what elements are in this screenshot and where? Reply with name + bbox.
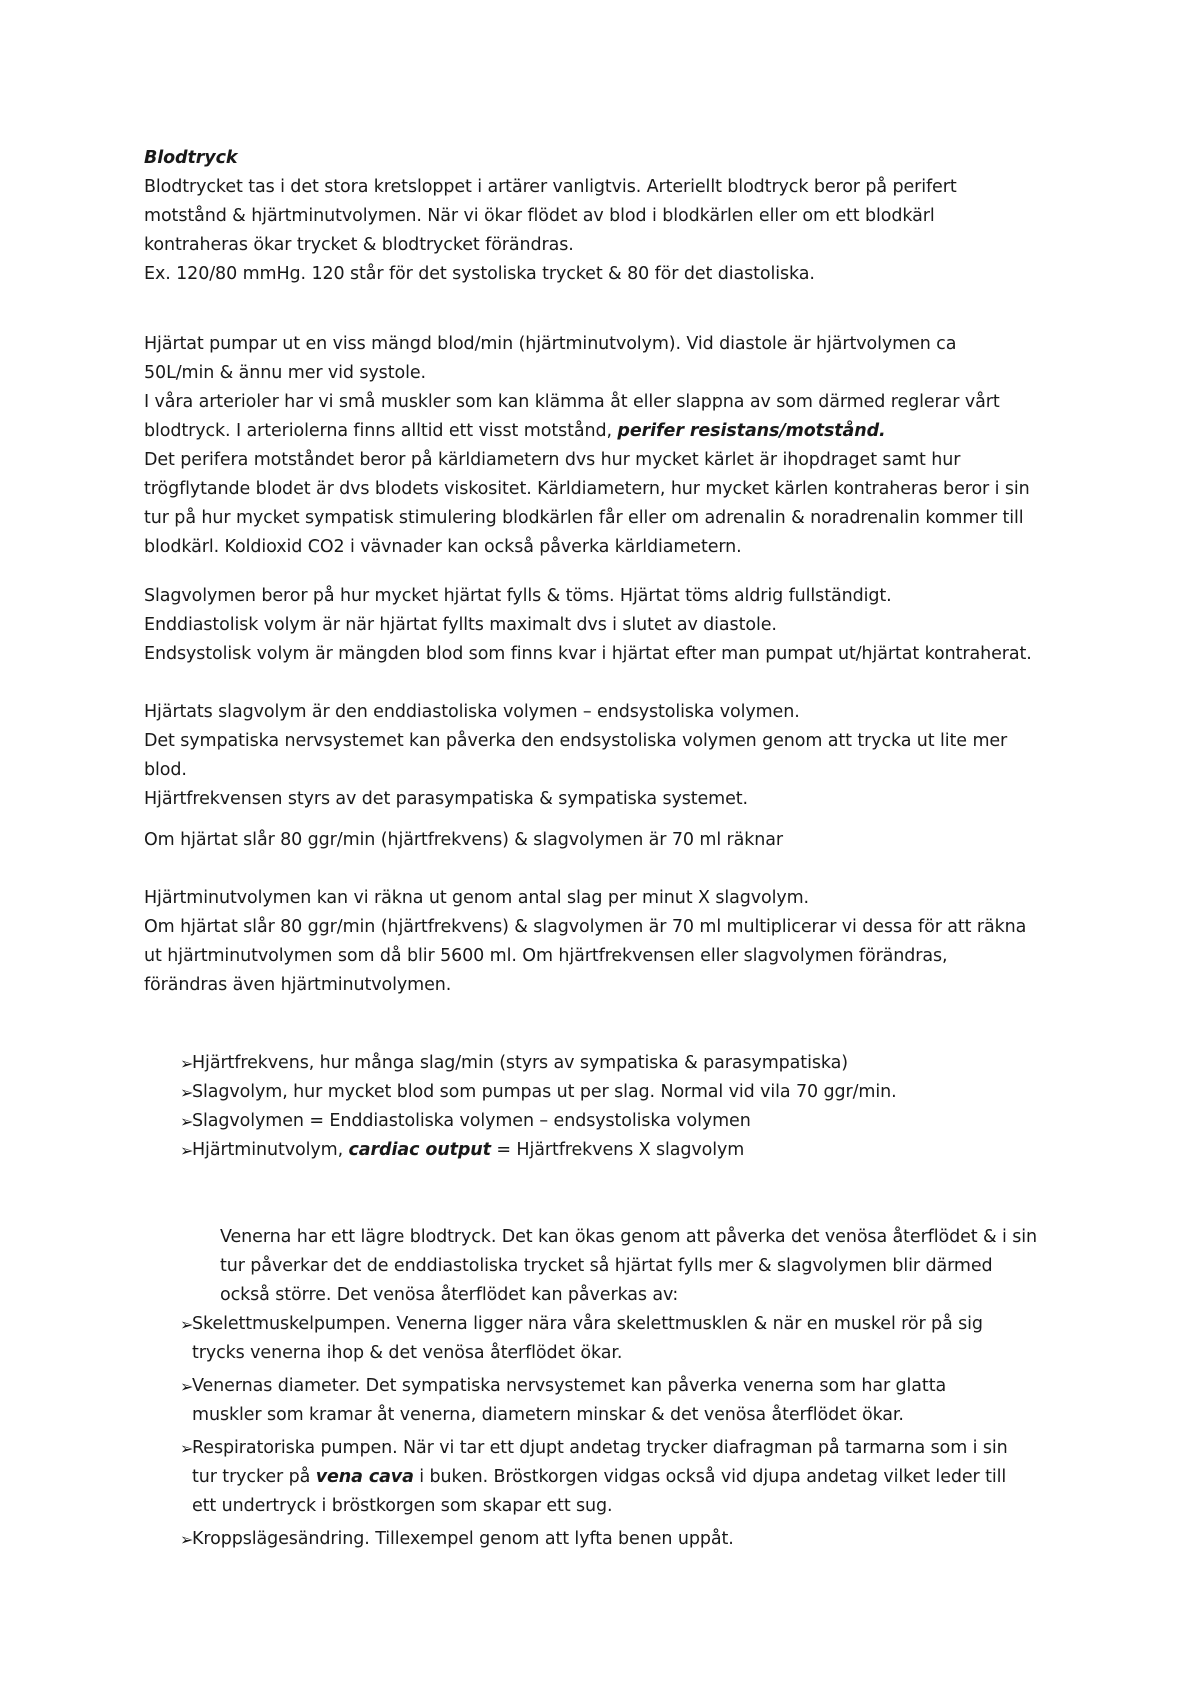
arrow-bullet-icon: ➢ — [180, 1141, 194, 1160]
list-item-text: Hjärtfrekvens, hur många slag/min (styrs av sympatiska & parasympatiska) — [192, 1053, 848, 1073]
text-line: Om hjärtat slår 80 ggr/min (hjärtfrekvens) & slagvolymen är 70 ml multiplicerar vi dessa för att räkna — [144, 917, 1027, 937]
term-peripheral-resistance: perifer resistans/motstånd. — [617, 421, 886, 441]
list-item-text: ett undertryck i bröstkorgen som skapar ett sug. — [192, 1496, 613, 1516]
list-item — [144, 1310, 1074, 1368]
heading-blodtryck: Blodtryck — [144, 148, 238, 168]
list-item — [144, 1078, 1074, 1107]
spacer — [144, 814, 1074, 826]
arrow-bullet-icon: ➢ — [180, 1530, 194, 1549]
paragraph-stroke-volume — [144, 582, 1074, 669]
paragraph-cardiac-output-calc — [144, 884, 1074, 1000]
spacer — [144, 1194, 1074, 1223]
text-line: Det perifera motståndet beror på kärldiametern dvs hur mycket kärlet är ihopdraget samt hur — [144, 450, 961, 470]
arrow-bullet-icon: ➢ — [180, 1439, 194, 1458]
text-line: tur på hur mycket sympatisk stimulering blodkärlen får eller om adrenalin & noradrenalin kommer till — [144, 508, 1024, 528]
summary-list — [144, 1049, 1074, 1165]
paragraph-calculation-intro: Om hjärtat slår 80 ggr/min (hjärtfrekvens) & slagvolymen är 70 ml räknar — [144, 830, 784, 850]
text-line: kontraheras ökar trycket & blodtrycket förändras. — [144, 235, 574, 255]
text-line: I våra arterioler har vi små muskler som kan klämma åt eller slappna av som därmed reglerar vårt — [144, 392, 1000, 412]
text-line: Det sympatiska nervsystemet kan påverka den endsystoliska volymen genom att trycka ut lite mer — [144, 731, 1008, 751]
spacer — [144, 669, 1074, 698]
list-item — [144, 1049, 1074, 1078]
text-line: trögflytande blodet är dvs blodets viskositet. Kärldiametern, hur mycket kärlen kontraheras beror i sin — [144, 479, 1030, 499]
text-line: Ex. 120/80 mmHg. 120 står för det systoliska trycket & 80 för det diastoliska. — [144, 264, 815, 284]
list-item — [144, 1107, 1074, 1136]
spacer — [144, 1029, 1074, 1049]
list-item-text: = Hjärtfrekvens X slagvolym — [490, 1140, 745, 1160]
text-line-resistance — [144, 417, 1074, 446]
text-line: Enddiastolisk volym är när hjärtat fyllts maximalt dvs i slutet av diastole. — [144, 615, 777, 635]
text-line: Hjärtat pumpar ut en viss mängd blod/min (hjärtminutvolym). Vid diastole är hjärtvolymen ca — [144, 334, 957, 354]
list-item — [144, 1136, 1074, 1165]
list-item — [144, 1434, 1074, 1521]
list-item-text-vena-cava — [192, 1463, 1074, 1492]
paragraph-heart-stroke-volume — [144, 698, 1074, 814]
list-item-text: muskler som kramar åt venerna, diametern minskar & det venösa återflödet ökar. — [192, 1405, 904, 1425]
text-span: i buken. Bröstkorgen vidgas också vid djupa andetag vilket leder till — [413, 1467, 1007, 1487]
spacer — [144, 1000, 1074, 1029]
text-line: Endsystolisk volym är mängden blod som finns kvar i hjärtat efter man pumpat ut/hjärtat kontraherat. — [144, 644, 1032, 664]
list-item — [144, 1372, 1074, 1430]
document-body — [144, 144, 1074, 1558]
list-item-text: Slagvolym, hur mycket blod som pumpas ut per slag. Normal vid vila 70 ggr/min. — [192, 1082, 897, 1102]
spacer — [144, 318, 1074, 330]
list-item-text: Venernas diameter. Det sympatiska nervsystemet kan påverka venerna som har glatta — [192, 1376, 947, 1396]
arrow-bullet-icon: ➢ — [180, 1377, 194, 1396]
text-line: förändras även hjärtminutvolymen. — [144, 975, 452, 995]
spacer — [144, 562, 1074, 582]
arrow-bullet-icon: ➢ — [180, 1083, 194, 1102]
text-line: Venerna har ett lägre blodtryck. Det kan ökas genom att påverka det venösa återflödet & i sin — [220, 1227, 1038, 1247]
text-line: blodkärl. Koldioxid CO2 i vävnader kan också påverka kärldiametern. — [144, 537, 742, 557]
list-item-text: Skelettmuskelpumpen. Venerna ligger nära våra skelettmusklen & när en muskel rör på sig — [192, 1314, 983, 1334]
text-line: tur påverkar det de enddiastoliska trycket så hjärtat fylls mer & slagvolymen blir därmed — [220, 1256, 993, 1276]
term-vena-cava: vena cava — [315, 1467, 414, 1487]
arrow-bullet-icon: ➢ — [180, 1054, 194, 1073]
text-line: motstånd & hjärtminutvolymen. När vi ökar flödet av blod i blodkärlen eller om ett blodkärl — [144, 206, 935, 226]
paragraph-blood-pressure — [144, 173, 1074, 289]
arrow-bullet-icon: ➢ — [180, 1315, 194, 1334]
term-cardiac-output: cardiac output — [348, 1140, 491, 1160]
list-item-text: Respiratoriska pumpen. När vi tar ett djupt andetag trycker diafragman på tarmarna som i sin — [192, 1438, 1008, 1458]
text-line: Slagvolymen beror på hur mycket hjärtat fylls & töms. Hjärtat töms aldrig fullständigt. — [144, 586, 892, 606]
spacer — [144, 855, 1074, 884]
arrow-bullet-icon: ➢ — [180, 1112, 194, 1131]
spacer — [144, 1165, 1074, 1194]
text-line: 50L/min & ännu mer vid systole. — [144, 363, 426, 383]
venous-return-factors-list — [144, 1310, 1074, 1554]
list-item-text: Kroppslägesändring. Tillexempel genom att lyfta benen uppåt. — [192, 1529, 734, 1549]
spacer — [144, 289, 1074, 318]
list-item-text: Hjärtminutvolym, — [192, 1140, 349, 1160]
paragraph-cardiac-output — [144, 330, 1074, 562]
text-line: blod. — [144, 760, 187, 780]
text-span: tur trycker på — [192, 1467, 316, 1487]
list-item — [144, 1525, 1074, 1554]
text-line: ut hjärtminutvolymen som då blir 5600 ml. Om hjärtfrekvensen eller slagvolymen förändras, — [144, 946, 948, 966]
text-line: Blodtrycket tas i det stora kretsloppet i artärer vanligtvis. Arteriellt blodtryck beror på perifert — [144, 177, 957, 197]
text-line: Hjärtfrekvensen styrs av det parasympatiska & sympatiska systemet. — [144, 789, 749, 809]
list-item-text: Slagvolymen = Enddiastoliska volymen – endsystoliska volymen — [192, 1111, 751, 1131]
list-item-text: trycks venerna ihop & det venösa återflödet ökar. — [192, 1343, 623, 1363]
text-span: blodtryck. I arteriolerna finns alltid ett visst motstånd, — [144, 421, 618, 441]
text-line: Hjärtats slagvolym är den enddiastoliska volymen – endsystoliska volymen. — [144, 702, 800, 722]
paragraph-venous-return — [144, 1223, 1074, 1310]
text-line: också större. Det venösa återflödet kan påverkas av: — [220, 1285, 679, 1305]
text-line: Hjärtminutvolymen kan vi räkna ut genom antal slag per minut X slagvolym. — [144, 888, 810, 908]
